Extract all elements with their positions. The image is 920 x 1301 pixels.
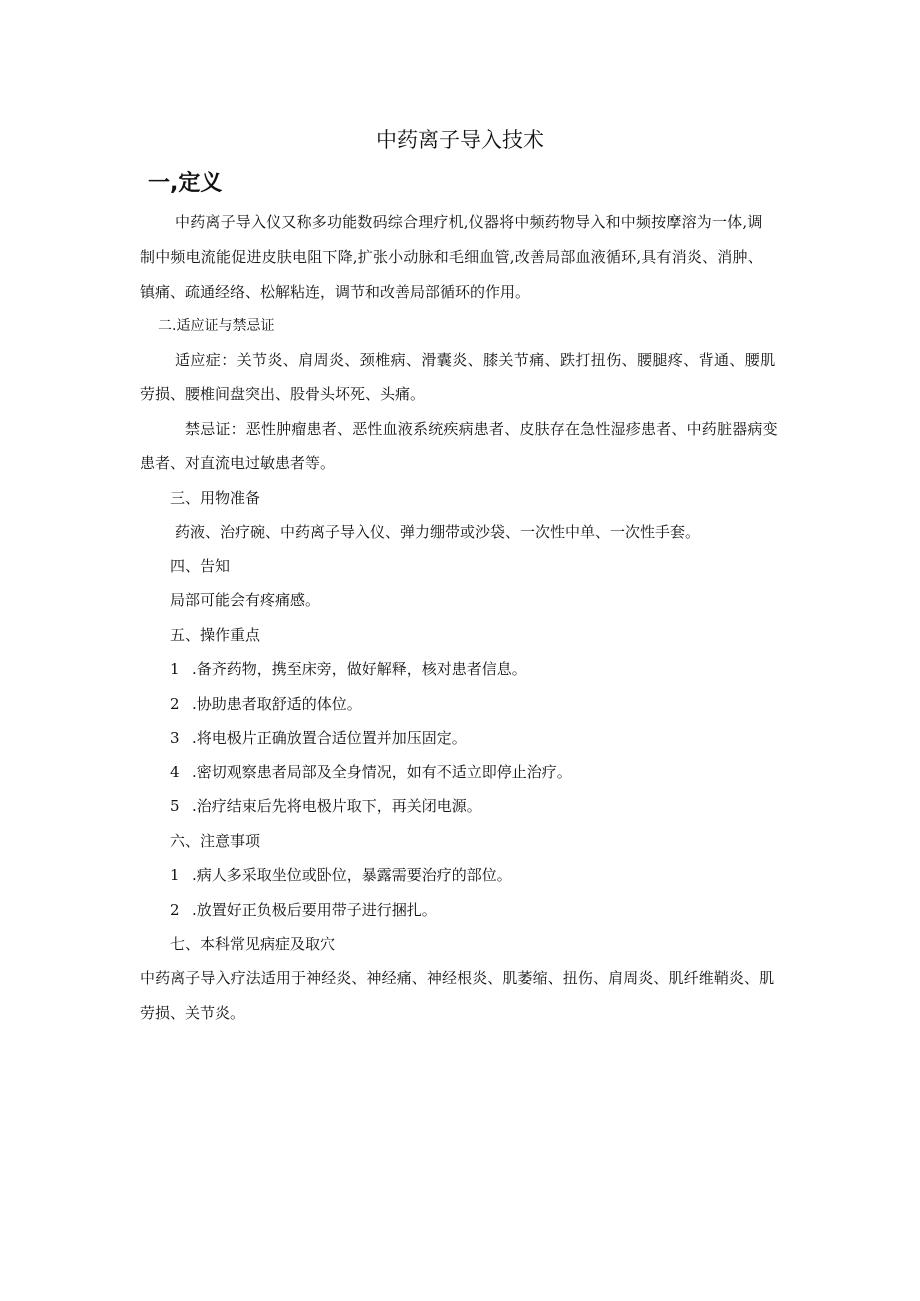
list-item: [170, 900, 437, 920]
section-4-text: 局部可能会有疼痛感。: [170, 591, 321, 609]
list-item-text: .将电极片正确放置合适位置并加压固定。: [192, 729, 467, 747]
list-item-text: .备齐药物，携至床旁，做好解释，核对患者信息。: [192, 660, 527, 678]
list-item-number: 5: [170, 797, 180, 815]
list-item: [170, 728, 467, 748]
page-title: 中药离子导入技术: [376, 128, 544, 152]
section-7-line-2: 劳损、关节炎。: [140, 1004, 246, 1022]
list-item-number: 2: [170, 695, 180, 713]
section-1-line-2: 制中频电流能促进皮肤电阻下降,扩张小动脉和毛细血管,改善局部血液循环,具有消炎、消肿、: [140, 248, 763, 266]
section-6-heading: 六、注意事项: [170, 832, 261, 850]
section-1-line-3: 镇痛、疏通经络、松解粘连，调节和改善局部循环的作用。: [140, 283, 531, 301]
list-item-text: .密切观察患者局部及全身情况，如有不适立即停止治疗。: [192, 763, 572, 781]
section-1-line-1: 中药离子导入仪又称多功能数码综合理疗机,仪器将中频药物导入和中频按摩溶为一体,调: [175, 213, 763, 231]
list-item: [170, 796, 482, 816]
section-3-heading: 三、用物准备: [170, 489, 261, 507]
section-1-heading: 一,定义: [148, 171, 223, 196]
list-item-number: 4: [170, 763, 180, 781]
list-item-text: .放置好正负极后要用带子进行捆扎。: [192, 901, 437, 919]
section-3-text: 药液、治疗碗、中药离子导入仪、弹力绷带或沙袋、一次性中单、一次性手套。: [175, 523, 701, 541]
indications-line-1: 适应症：关节炎、肩周炎、颈椎病、滑囊炎、膝关节痛、跌打扭伤、腰腿疼、背通、腰肌: [175, 351, 776, 369]
contraindications-line-1: 禁忌证：恶性肿瘤患者、恶性血液系统疾病患者、皮肤存在急性湿疹患者、中药脏器病变: [185, 420, 778, 438]
section-4-heading: 四、告知: [170, 557, 231, 575]
list-item: [170, 865, 512, 885]
section-7-line-1: 中药离子导入疗法适用于神经炎、神经痛、神经根炎、肌萎缩、扭伤、肩周炎、肌纤维鞘炎、肌: [140, 969, 775, 987]
list-item-text: .治疗结束后先将电极片取下，再关闭电源。: [192, 797, 482, 815]
section-2-heading: 二.适应证与禁忌证: [158, 318, 275, 334]
list-item-number: 3: [170, 729, 180, 747]
list-item-number: 1: [170, 866, 180, 884]
list-item: [170, 762, 572, 782]
section-5-heading: 五、操作重点: [170, 626, 261, 644]
indications-line-2: 劳损、腰椎间盘突出、股骨头坏死、头痛。: [140, 385, 426, 403]
list-item-number: 2: [170, 901, 180, 919]
section-7-heading: 七、本科常见病症及取穴: [170, 935, 336, 953]
list-item-text: .协助患者取舒适的体位。: [192, 695, 362, 713]
contraindications-line-2: 患者、对直流电过敏患者等。: [140, 454, 336, 472]
list-item-number: 1: [170, 660, 180, 678]
list-item-text: .病人多采取坐位或卧位，暴露需要治疗的部位。: [192, 866, 512, 884]
list-item: [170, 694, 362, 714]
list-item: [170, 659, 527, 679]
